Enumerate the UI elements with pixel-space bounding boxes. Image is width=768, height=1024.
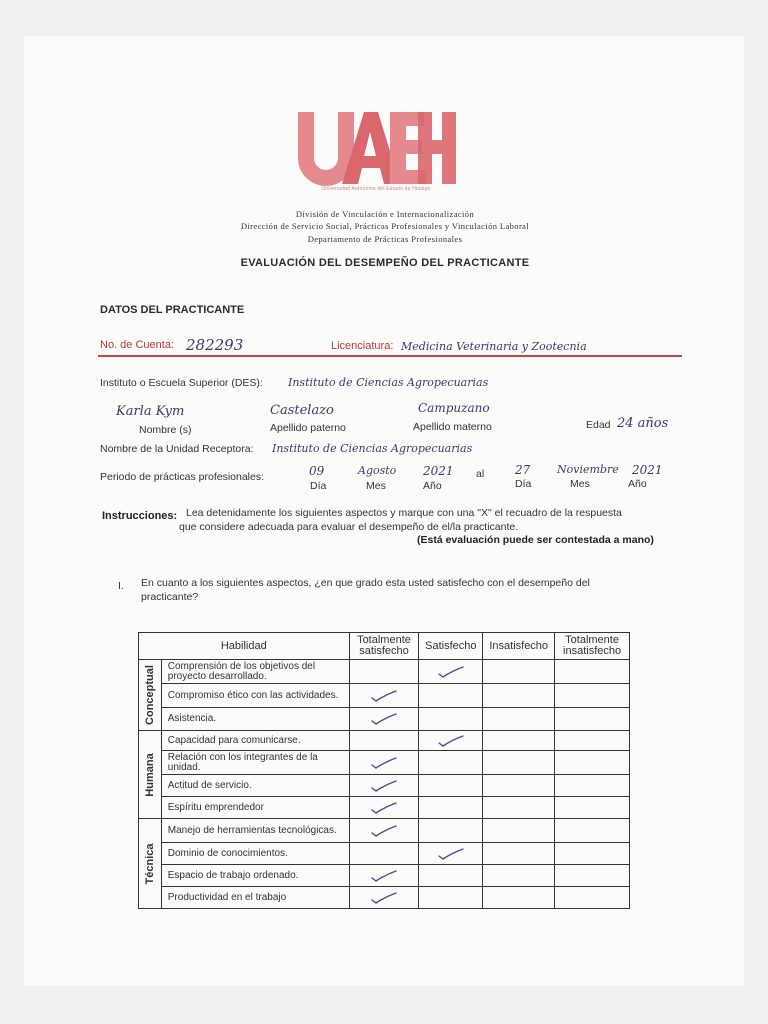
table-row bbox=[139, 684, 630, 708]
check-mark-icon bbox=[436, 665, 466, 679]
rating-cell[interactable] bbox=[555, 660, 630, 684]
table-row bbox=[139, 887, 630, 909]
red-divider bbox=[98, 355, 682, 357]
skill-cell: Actitud de servicio. bbox=[161, 775, 349, 797]
check-mark-icon bbox=[369, 869, 399, 883]
document-title: EVALUACIÓN DEL DESEMPEÑO DEL PRACTICANTE bbox=[240, 257, 530, 269]
rating-cell[interactable] bbox=[349, 660, 419, 684]
rating-cell[interactable] bbox=[483, 684, 555, 708]
fin-dia: 27 bbox=[515, 463, 531, 477]
rating-cell[interactable] bbox=[419, 775, 483, 797]
edad-value: 24 años bbox=[617, 416, 669, 431]
rating-cell[interactable] bbox=[419, 751, 483, 775]
rating-cell[interactable] bbox=[349, 775, 419, 797]
fin-anio: 2021 bbox=[632, 463, 663, 477]
fin-dia-label: Día bbox=[515, 478, 532, 490]
skill-cell: Compromiso ético con las actividades. bbox=[161, 684, 349, 708]
header-line-3: Departamento de Prácticas Profesionales bbox=[307, 234, 463, 244]
table-row bbox=[139, 865, 630, 887]
group-label-cell bbox=[139, 731, 162, 819]
header-insatisfecho: Insatisfecho bbox=[483, 633, 555, 660]
rating-cell[interactable] bbox=[555, 887, 630, 909]
inicio-mes: Agosto bbox=[358, 464, 397, 477]
periodo-label: Periodo de prácticas profesionales: bbox=[100, 471, 265, 483]
rating-cell[interactable] bbox=[555, 731, 630, 751]
rating-cell[interactable] bbox=[555, 819, 630, 843]
rating-cell[interactable] bbox=[483, 797, 555, 819]
unidad-value: Instituto de Ciencias Agropecuarias bbox=[272, 442, 473, 455]
nombres-label: Nombre (s) bbox=[139, 424, 192, 436]
rating-cell[interactable] bbox=[555, 684, 630, 708]
rating-cell[interactable] bbox=[483, 887, 555, 909]
edad-label: Edad bbox=[586, 419, 611, 431]
inicio-dia: 09 bbox=[309, 464, 325, 478]
rating-cell[interactable] bbox=[555, 751, 630, 775]
rating-cell[interactable] bbox=[483, 819, 555, 843]
cuenta-value: 282293 bbox=[186, 336, 244, 354]
check-mark-icon bbox=[369, 779, 399, 793]
rating-cell[interactable] bbox=[483, 865, 555, 887]
instituto-label: Instituto o Escuela Superior (DES): bbox=[100, 377, 263, 389]
rating-cell[interactable] bbox=[555, 865, 630, 887]
section-title: DATOS DEL PRACTICANTE bbox=[100, 304, 245, 316]
rating-cell[interactable] bbox=[419, 819, 483, 843]
rating-cell[interactable] bbox=[419, 731, 483, 751]
rating-cell[interactable] bbox=[555, 708, 630, 731]
table-row bbox=[139, 775, 630, 797]
rating-cell[interactable] bbox=[419, 865, 483, 887]
rating-cell[interactable] bbox=[419, 660, 483, 684]
table-row bbox=[139, 731, 630, 751]
inicio-mes-label: Mes bbox=[366, 480, 386, 492]
cuenta-label: No. de Cuenta: bbox=[100, 339, 174, 351]
rating-cell[interactable] bbox=[483, 843, 555, 865]
header-line-2: Dirección de Servicio Social, Prácticas Profesionales y Vinculación Laboral bbox=[240, 221, 530, 231]
rating-cell[interactable] bbox=[419, 843, 483, 865]
rating-cell[interactable] bbox=[349, 865, 419, 887]
table-header-row bbox=[139, 633, 630, 660]
skill-cell: Dominio de conocimientos. bbox=[161, 843, 349, 865]
rating-cell[interactable] bbox=[419, 887, 483, 909]
inicio-anio: 2021 bbox=[423, 464, 454, 478]
rating-cell[interactable] bbox=[349, 751, 419, 775]
header-satisfecho: Satisfecho bbox=[419, 633, 483, 660]
rating-cell[interactable] bbox=[483, 731, 555, 751]
check-mark-icon bbox=[369, 712, 399, 726]
skill-cell: Espacio de trabajo ordenado. bbox=[161, 865, 349, 887]
rating-cell[interactable] bbox=[555, 797, 630, 819]
skill-cell: Comprensión de los objetivos del proyecto desarrollado. bbox=[161, 660, 349, 684]
question-line-1: En cuanto a los siguientes aspectos, ¿en que grado esta usted satisfecho con el desempeño del bbox=[141, 577, 590, 589]
skill-cell: Asistencia. bbox=[161, 708, 349, 731]
skill-cell: Capacidad para comunicarse. bbox=[161, 731, 349, 751]
rating-cell[interactable] bbox=[419, 684, 483, 708]
fin-anio-label: Año bbox=[628, 478, 647, 490]
rating-cell[interactable] bbox=[349, 731, 419, 751]
skill-cell: Espíritu emprendedor bbox=[161, 797, 349, 819]
periodo-al: al bbox=[476, 468, 485, 480]
evaluation-table bbox=[138, 632, 630, 909]
check-mark-icon bbox=[369, 891, 399, 905]
check-mark-icon bbox=[436, 734, 466, 748]
table-row bbox=[139, 843, 630, 865]
group-label: Conceptual bbox=[143, 665, 156, 725]
nombres-value: Karla Kym bbox=[116, 404, 185, 419]
question-line-2: practicante? bbox=[141, 591, 199, 603]
rating-cell[interactable] bbox=[349, 684, 419, 708]
rating-cell[interactable] bbox=[419, 708, 483, 731]
instrucciones-line-2: que considere adecuada para evaluar el desempeño de el/la practicante. bbox=[179, 521, 519, 533]
check-mark-icon bbox=[436, 847, 466, 861]
fin-mes: Noviembre bbox=[557, 463, 619, 476]
uaeh-logo bbox=[294, 108, 458, 186]
rating-cell[interactable] bbox=[483, 775, 555, 797]
inicio-anio-label: Año bbox=[423, 480, 442, 492]
paterno-value: Castelazo bbox=[270, 403, 334, 418]
table-row bbox=[139, 751, 630, 775]
question-number: I. bbox=[118, 580, 124, 592]
group-label: Humana bbox=[143, 752, 156, 797]
check-mark-icon bbox=[369, 824, 399, 838]
table-row bbox=[139, 708, 630, 731]
licenciatura-value: Medicina Veterinaria y Zootecnia bbox=[401, 340, 587, 353]
check-mark-icon bbox=[369, 689, 399, 703]
rating-cell[interactable] bbox=[555, 843, 630, 865]
table-row bbox=[139, 660, 630, 684]
rating-cell[interactable] bbox=[349, 819, 419, 843]
paterno-label: Apellido paterno bbox=[270, 422, 346, 434]
fin-mes-label: Mes bbox=[570, 478, 590, 490]
rating-cell[interactable] bbox=[349, 887, 419, 909]
rating-cell[interactable] bbox=[483, 708, 555, 731]
rating-cell[interactable] bbox=[349, 708, 419, 731]
rating-cell[interactable] bbox=[349, 843, 419, 865]
group-label: Técnica bbox=[143, 843, 156, 884]
instrucciones-label: Instrucciones: bbox=[102, 510, 178, 522]
header-habilidad: Habilidad bbox=[139, 633, 350, 660]
unidad-label: Nombre de la Unidad Receptora: bbox=[100, 443, 254, 455]
group-label-cell bbox=[139, 660, 162, 731]
table-row bbox=[139, 819, 630, 843]
skill-cell: Productividad en el trabajo bbox=[161, 887, 349, 909]
header-totalmente-satisfecho: Totalmente satisfecho bbox=[349, 633, 419, 660]
check-mark-icon bbox=[369, 756, 399, 770]
instrucciones-line-1: Lea detenidamente los siguientes aspectos y marque con una "X" el recuadro de la respuesta bbox=[186, 507, 622, 519]
header-line-1: División de Vinculación e Internacionalización bbox=[295, 209, 475, 219]
materno-label: Apellido materno bbox=[413, 421, 492, 433]
rating-cell[interactable] bbox=[555, 775, 630, 797]
rating-cell[interactable] bbox=[483, 660, 555, 684]
rating-cell[interactable] bbox=[349, 797, 419, 819]
rating-cell[interactable] bbox=[483, 751, 555, 775]
header-totalmente-insatisfecho: Totalmente insatisfecho bbox=[555, 633, 630, 660]
licenciatura-label: Licenciatura: bbox=[331, 340, 394, 352]
rating-cell[interactable] bbox=[419, 797, 483, 819]
instrucciones-note: (Está evaluación puede ser contestada a mano) bbox=[417, 534, 654, 546]
group-label-cell bbox=[139, 819, 162, 909]
materno-value: Campuzano bbox=[418, 401, 490, 415]
check-mark-icon bbox=[369, 801, 399, 815]
inicio-dia-label: Día bbox=[310, 480, 327, 492]
instituto-value: Instituto de Ciencias Agropecuarias bbox=[288, 376, 489, 389]
skill-cell: Relación con los integrantes de la unidad. bbox=[161, 751, 349, 775]
table-row bbox=[139, 797, 630, 819]
logo-subtitle: Universidad Autónoma del Estado de Hidalgo bbox=[321, 186, 431, 192]
skill-cell: Manejo de herramientas tecnológicas. bbox=[161, 819, 349, 843]
